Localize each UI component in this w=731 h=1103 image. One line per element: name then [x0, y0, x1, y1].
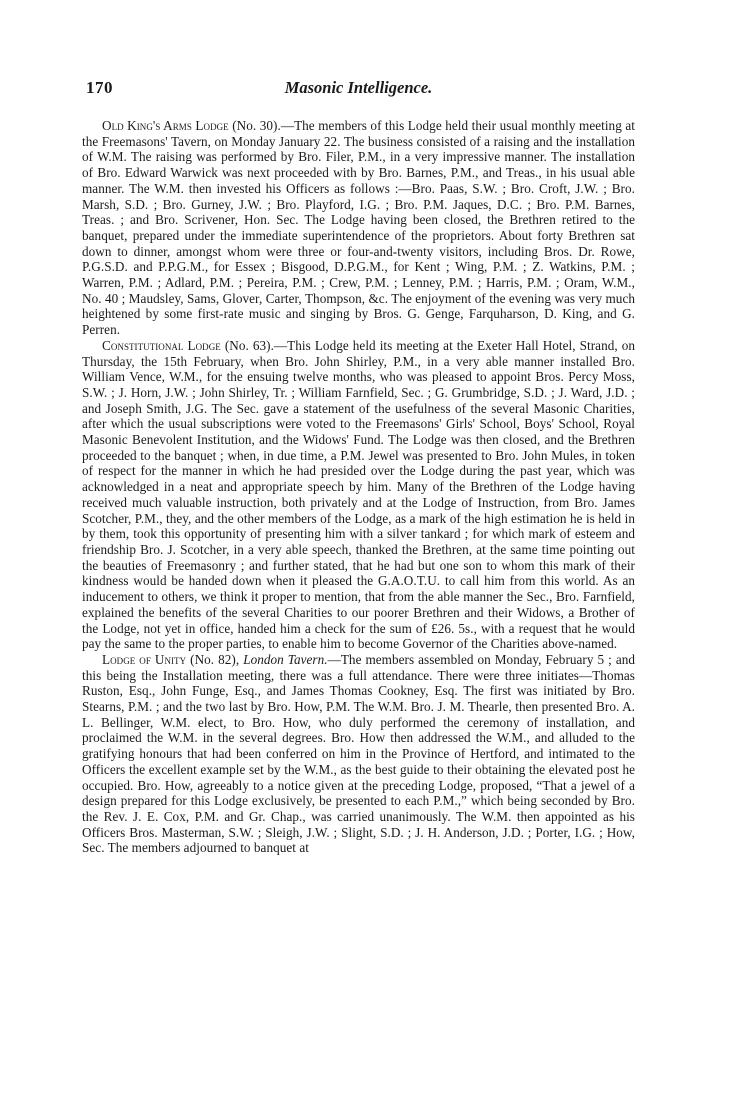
running-head: Masonic Intelligence. — [284, 78, 433, 97]
paragraph-old-kings-arms-lodge — [82, 118, 635, 338]
paragraph-text: (No. 63).—This Lodge held its meeting at the Exeter Hall Hotel, Strand, on Thursday, the 15th February, when Bro. John Shirley, P.M., in a very able manner installed Bro. William Vence, W.M., for the ensuing twelve months, who was pleased to appoint Bros. Percy Moss, S.W. ; J. Horn, J.W. ; John Shirley, Tr. ; William Farnfield, Sec. ; G. Grumbridge, S.D. ; J. Ward, J.D. ; and Joseph Smith, J.G. The Sec. gave a statement of the usefulness of the several Masonic Charities, after which the usual subscriptions were voted to the Freemasons' Girls' School, Boys' School, Royal Masonic Benevolent Institution, and the Widows' Fund. The Lodge was then closed, and the Brethren proceeded to the banquet ; when, in due time, a P.M. Jewel was presented to Bro. John Mules, in token of respect for the manner in which he had presided over the Lodge during the past year, which was acknowledged in a neat and appropriate speech by him. Many of the Brethren of the Lodge having received much valuable instruction, both privately and at the Lodge of Instruction, from Bro. James Scotcher, P.M., they, and the other members of the Lodge, as a mark of the high estimation he is held in by them, took this opportunity of presenting him with a silver tankard ; for which mark of esteem and friendship Bro. J. Scotcher, in a very able speech, thanked the Brethren, at the same time pointing out the beauties of Freemasonry ; and further stated, that he had but one son to whom this mark of their kindness would be handed down when it pleased the G.A.O.T.U. to call him from this world. As an inducement to others, we think it proper to mention, that from the able manner the Sec., Bro. Farnfield, explained the benefits of the several Charities to our poorer Brethren and their Widows, a Brother of the Lodge, not yet in office, handed him a check for the sum of £26. 5s., with a request that he would pay the same to the proper parties, to enable him to become Governor of the Charities above-named. — [82, 337, 635, 652]
lodge-name: Old King's Arms Lodge — [102, 118, 229, 133]
meeting-place: London Tavern. — [243, 651, 328, 667]
journal-page — [82, 78, 635, 856]
paragraph-constitutional-lodge — [82, 338, 635, 652]
lodge-number: (No. 82), — [186, 651, 244, 667]
article-body — [82, 118, 635, 856]
paragraph-text: (No. 30).—The members of this Lodge held their usual monthly meeting at the Freemasons' Tavern, on Monday January 22. The business consisted of a raising and the installation of W.M. The raising was performed by Bro. Filer, P.M., in a very impressive manner. The installation of Bro. Edward Warwick was next proceeded with by Bro. Barnes, P.M., and Treas., in his usual able manner. The W.M. then invested his Officers as follows :—Bro. Paas, S.W. ; Bro. Croft, J.W. ; Bro. Marsh, S.D. ; Bro. Gurney, J.W. ; Bro. Playford, I.G. ; Bro. P.M. Jaques, D.C. ; Bro. P.M. Barnes, Treas. ; and Bro. Scrivener, Hon. Sec. The Lodge having been closed, the Brethren retired to the banquet, prepared under the immediate superintendence of the proprietors. About forty Brethren sat down to dinner, amongst whom were three or four-and-twenty visitors, including Bros. Dr. Rowe, P.G.S.D. and P.P.G.M., for Essex ; Bisgood, D.P.G.M., for Kent ; Wing, P.M. ; Z. Watkins, P.M. ; Warren, P.M. ; Adlard, P.M. ; Pereira, P.M. ; Crew, P.M. ; Lenney, P.M. ; Harris, P.M. ; Oram, W.M., No. 40 ; Maudsley, Sams, Glover, Carter, Thompson, &c. The enjoyment of the evening was very much heightened by some first-rate music and singing by Bros. G. Genge, Farquharson, D. King, and G. Perren. — [82, 118, 635, 338]
paragraph-text: —The members assembled on Monday, February 5 ; and this being the Installation meeting, there was a full attendance. There were three initiates—Thomas Ruston, Esq., John Funge, Esq., and James Thomas Cookney, Esq. The first was initiated by Bro. Stearns, P.M. ; and the two last by Bro. How, P.M. The W.M. Bro. J. M. Thearle, then presented Bro. A. L. Bellinger, W.M. elect, to Bro. How, who duly performed the ceremony of installation, and proclaimed the W.M. in the several degrees. Bro. How then addressed the W.M., and alluded to the gratifying honours that had been conferred on him in the Province of Hertford, and intimated to the Officers the excellent example set by the W.M., as the best guide to their obtaining the elevated post he occupied. Bro. How, agreeably to a notice given at the preceding Lodge, proposed, “That a jewel of a design prepared for this Lodge exclusively, be presented to each P.M.,” which being seconded by Bro. the Rev. J. E. Cox, P.M. and Gr. Chap., was carried unanimously. The W.M. then appointed as his Officers Bros. Masterman, S.W. ; Sleigh, J.W. ; Slight, S.D. ; J. H. Anderson, J.D. ; Porter, I.G. ; How, Sec. The members adjourned to banquet at — [82, 651, 636, 856]
page-header — [82, 78, 635, 104]
paragraph-lodge-of-unity — [82, 652, 635, 856]
page-number: 170 — [86, 78, 113, 97]
lodge-name: Constitutional Lodge — [102, 337, 221, 353]
lodge-name: Lodge of Unity — [102, 651, 187, 667]
